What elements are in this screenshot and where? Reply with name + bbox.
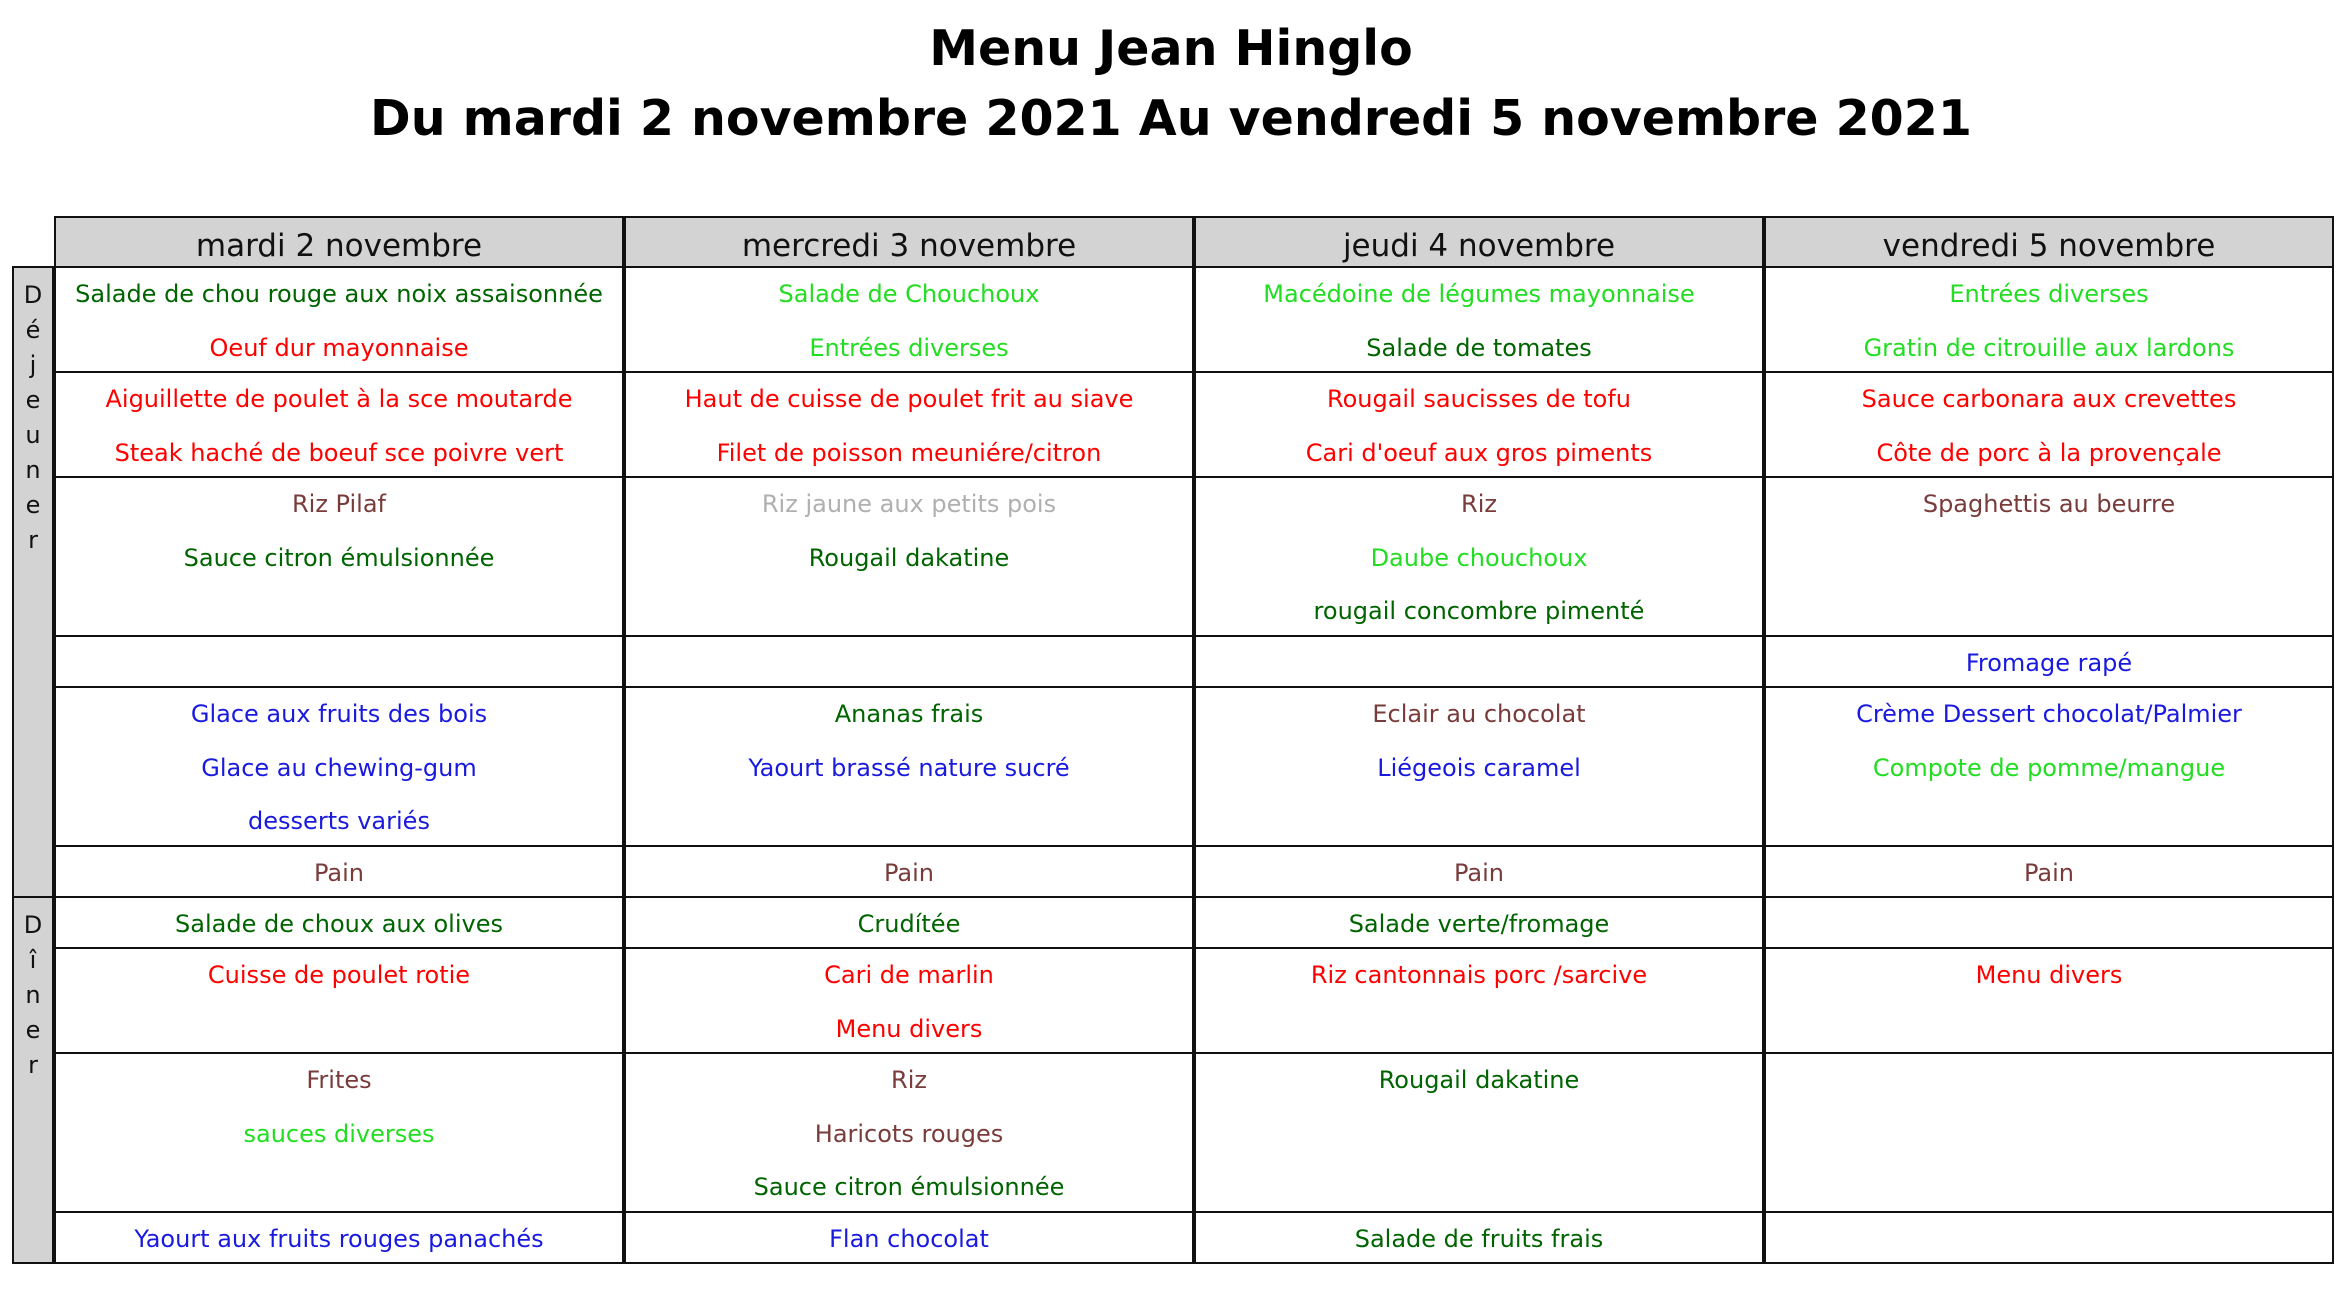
day-header: jeudi 4 novembre bbox=[1194, 216, 1764, 268]
menu-cell bbox=[624, 896, 1194, 949]
meal-label-letter: D bbox=[23, 281, 43, 309]
menu-item: Glace au chewing-gum bbox=[201, 753, 477, 782]
menu-cell bbox=[624, 476, 1194, 637]
meal-label-letter: D bbox=[23, 911, 43, 939]
menu-cell bbox=[1194, 476, 1764, 637]
menu-item: Côte de porc à la provençale bbox=[1876, 438, 2222, 467]
menu-cell bbox=[624, 947, 1194, 1054]
menu-cell bbox=[54, 845, 624, 898]
menu-item: Haut de cuisse de poulet frit au siave bbox=[684, 385, 1134, 413]
day-header: mercredi 3 novembre bbox=[624, 216, 1194, 268]
meal-label-letter: j bbox=[29, 351, 37, 379]
menu-cell bbox=[1194, 947, 1764, 1054]
menu-item: Riz bbox=[891, 1066, 927, 1094]
menu-cell bbox=[1764, 266, 2334, 373]
menu-item: Entrées diverses bbox=[809, 333, 1009, 362]
menu-item: Compote de pomme/mangue bbox=[1872, 753, 2226, 782]
menu-cell bbox=[624, 686, 1194, 847]
menu-item: Spaghettis au beurre bbox=[1922, 490, 2176, 518]
menu-item: Cuisse de poulet rotie bbox=[207, 961, 471, 989]
menu-cell bbox=[1194, 845, 1764, 898]
menu-item: Cari d'oeuf aux gros piments bbox=[1305, 438, 1653, 467]
menu-cell bbox=[624, 266, 1194, 373]
menu-item: Salade de choux aux olives bbox=[175, 910, 503, 938]
menu-item: Menu divers bbox=[1975, 961, 2123, 989]
meal-label-letter: r bbox=[28, 526, 38, 554]
menu-item: Glace aux fruits des bois bbox=[190, 700, 488, 728]
meal-label-letter: é bbox=[25, 316, 41, 344]
menu-cell bbox=[1764, 1052, 2334, 1213]
menu-item: Yaourt brassé nature sucré bbox=[748, 753, 1070, 782]
menu-item: Haricots rouges bbox=[814, 1119, 1004, 1148]
day-header: mardi 2 novembre bbox=[54, 216, 624, 268]
meal-label-letter: e bbox=[25, 386, 41, 414]
menu-item: Sauce carbonara aux crevettes bbox=[1861, 385, 2237, 413]
menu-item: Steak haché de boeuf sce poivre vert bbox=[114, 438, 564, 467]
menu-cell bbox=[1764, 371, 2334, 478]
menu-cell bbox=[1764, 1211, 2334, 1264]
menu-cell bbox=[1764, 476, 2334, 637]
menu-item: Yaourt aux fruits rouges panachés bbox=[134, 1225, 544, 1253]
menu-cell bbox=[1764, 635, 2334, 688]
menu-cell bbox=[54, 1211, 624, 1264]
meal-label-letter: e bbox=[25, 1016, 41, 1044]
menu-item: Entrées diverses bbox=[1949, 280, 2149, 308]
menu-cell bbox=[54, 635, 624, 688]
date-range: Du mardi 2 novembre 2021 Au vendredi 5 novembre 2021 bbox=[370, 90, 1972, 147]
day-header: vendredi 5 novembre bbox=[1764, 216, 2334, 268]
page-title bbox=[0, 14, 2342, 154]
menu-item: Daube chouchoux bbox=[1370, 543, 1588, 572]
menu-item: desserts variés bbox=[248, 807, 430, 835]
menu-item: Eclair au chocolat bbox=[1372, 700, 1586, 728]
menu-cell bbox=[54, 1052, 624, 1213]
menu-cell bbox=[54, 476, 624, 637]
menu-item: Rougail dakatine bbox=[808, 543, 1010, 572]
menu-item: Filet de poisson meuniére/citron bbox=[716, 438, 1102, 467]
menu-title: Menu Jean Hinglo bbox=[929, 20, 1413, 77]
menu-item: Rougail saucisses de tofu bbox=[1327, 385, 1631, 413]
menu-item: Liégeois caramel bbox=[1377, 753, 1581, 782]
menu-cell bbox=[624, 845, 1194, 898]
menu-item: Pain bbox=[2024, 859, 2074, 887]
menu-item: Gratin de citrouille aux lardons bbox=[1863, 333, 2235, 362]
menu-cell bbox=[1194, 266, 1764, 373]
menu-cell bbox=[54, 947, 624, 1054]
menu-item: Frites bbox=[306, 1066, 372, 1094]
menu-item: Oeuf dur mayonnaise bbox=[209, 333, 469, 362]
menu-cell bbox=[624, 1052, 1194, 1213]
meal-label-diner bbox=[12, 896, 54, 1264]
meal-label-letter: r bbox=[28, 1051, 38, 1079]
meal-label-letter: î bbox=[29, 946, 37, 974]
menu-cell bbox=[1764, 896, 2334, 949]
menu-item: Macédoine de légumes mayonnaise bbox=[1263, 280, 1695, 308]
meal-label-letter: u bbox=[25, 421, 41, 449]
menu-item: Salade de chou rouge aux noix assaisonnée bbox=[75, 280, 603, 308]
menu-cell bbox=[1194, 686, 1764, 847]
menu-item: Riz Pilaf bbox=[291, 490, 386, 518]
menu-item: Crudítée bbox=[857, 910, 961, 938]
menu-cell bbox=[54, 371, 624, 478]
menu-item: Rougail dakatine bbox=[1378, 1066, 1580, 1094]
menu-cell bbox=[1764, 947, 2334, 1054]
menu-item: rougail concombre pimenté bbox=[1313, 597, 1645, 625]
menu-item: Aiguillette de poulet à la sce moutarde bbox=[105, 385, 573, 413]
menu-item: Riz bbox=[1461, 490, 1497, 518]
menu-item: Salade de Chouchoux bbox=[778, 280, 1040, 308]
menu-item: Pain bbox=[1454, 859, 1504, 887]
menu-cell bbox=[1764, 845, 2334, 898]
meal-label-letter: n bbox=[25, 981, 41, 1009]
menu-item: Riz cantonnais porc /sarcive bbox=[1310, 961, 1648, 989]
menu-item: Ananas frais bbox=[834, 700, 984, 728]
menu-item: Sauce citron émulsionnée bbox=[753, 1173, 1065, 1201]
meal-label-letter: e bbox=[25, 491, 41, 519]
menu-cell bbox=[1194, 635, 1764, 688]
menu-cell bbox=[1194, 896, 1764, 949]
menu-item: Salade de fruits frais bbox=[1354, 1225, 1604, 1253]
menu-cell bbox=[624, 635, 1194, 688]
menu-cell bbox=[54, 686, 624, 847]
menu-cell bbox=[624, 371, 1194, 478]
menu-cell bbox=[1194, 1211, 1764, 1264]
meal-label-letter: n bbox=[25, 456, 41, 484]
menu-cell bbox=[1194, 1052, 1764, 1213]
menu-item: Pain bbox=[314, 859, 364, 887]
menu-item: Riz jaune aux petits pois bbox=[761, 490, 1057, 518]
menu-item: Salade verte/fromage bbox=[1348, 910, 1610, 938]
menu-item: Cari de marlin bbox=[824, 961, 994, 989]
menu-cell bbox=[624, 1211, 1194, 1264]
menu-item: Crème Dessert chocolat/Palmier bbox=[1856, 700, 2242, 728]
menu-item: sauces diverses bbox=[243, 1119, 435, 1148]
menu-item: Menu divers bbox=[835, 1014, 983, 1043]
menu-item: Sauce citron émulsionnée bbox=[183, 543, 495, 572]
menu-cell bbox=[1764, 686, 2334, 847]
menu-cell bbox=[1194, 371, 1764, 478]
menu-cell bbox=[54, 266, 624, 373]
menu-item: Fromage rapé bbox=[1965, 649, 2133, 677]
menu-item: Pain bbox=[884, 859, 934, 887]
menu-table bbox=[23, 216, 2332, 1292]
menu-cell bbox=[54, 896, 624, 949]
meal-label-dejeuner bbox=[12, 266, 54, 898]
menu-item: Salade de tomates bbox=[1366, 333, 1592, 362]
menu-item: Flan chocolat bbox=[829, 1225, 989, 1253]
